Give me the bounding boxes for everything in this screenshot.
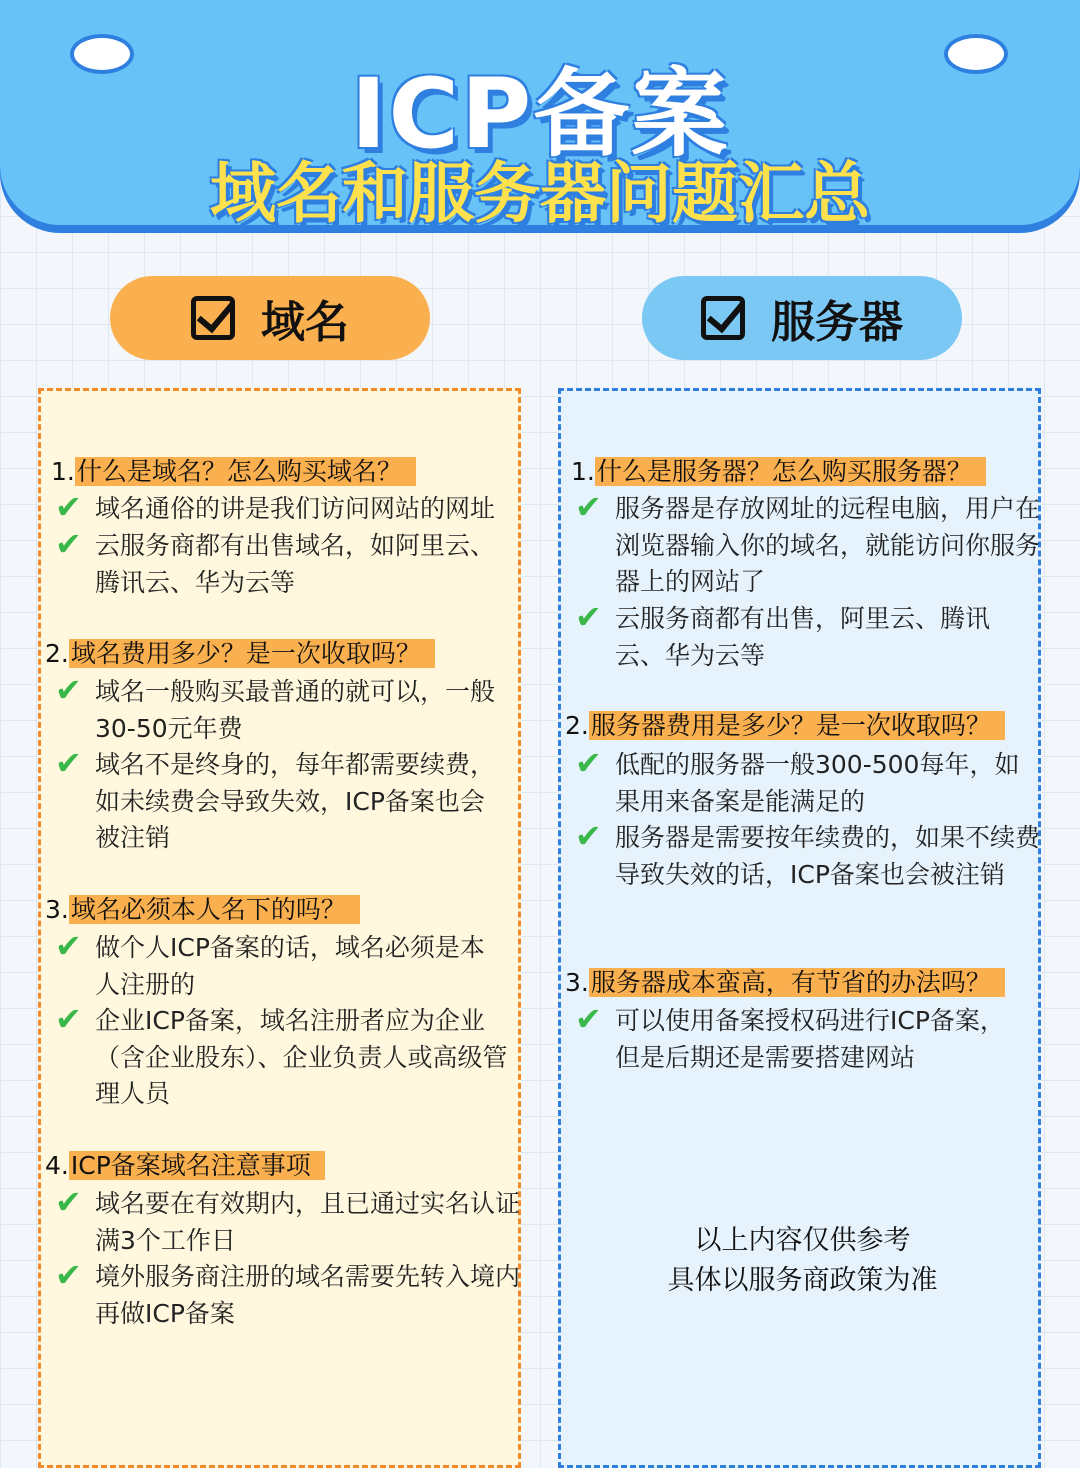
server-tag-label: 服务器 <box>771 297 903 348</box>
question-text: ICP备案域名注意事项 <box>69 1151 325 1180</box>
check-mark-icon: ✔ <box>55 1183 82 1221</box>
check-mark-icon: ✔ <box>55 1256 82 1294</box>
answer-item <box>55 744 505 857</box>
question-text: 域名必须本人名下的吗？ <box>69 895 360 924</box>
check-mark-icon: ✔ <box>55 488 82 526</box>
question-number: 1. <box>571 457 595 486</box>
answer-item <box>55 927 505 1003</box>
check-mark-icon: ✔ <box>55 1000 82 1038</box>
answer-text: 云服务商都有出售，阿里云、腾讯云、华为云等 <box>615 604 991 670</box>
question-heading <box>51 455 416 489</box>
disclaimer-note <box>561 1221 1044 1301</box>
answer-text: 域名通俗的讲是我们访问网站的网址 <box>95 494 496 523</box>
question-heading <box>571 455 986 489</box>
check-mark-icon: ✔ <box>55 525 82 563</box>
domain-tag-label: 域名 <box>261 297 349 348</box>
question-text: 服务器成本蛮高，有节省的办法吗？ <box>589 968 1005 997</box>
check-mark-icon: ✔ <box>55 744 82 782</box>
answer-item <box>55 671 520 747</box>
answer-item <box>55 1183 521 1259</box>
check-mark-icon: ✔ <box>575 488 602 526</box>
question-text: 什么是服务器？怎么购买服务器？ <box>595 457 986 486</box>
disclaimer-line-2: 具体以服务商政策为准 <box>667 1265 938 1296</box>
domain-tag <box>110 276 430 360</box>
answer-item <box>575 598 1025 674</box>
question-text: 什么是域名？怎么购买域名？ <box>75 457 416 486</box>
check-mark-icon: ✔ <box>575 744 602 782</box>
answer-text: 域名一般购买最普通的就可以，一般 30-50元年费 <box>95 677 496 743</box>
check-mark-icon: ✔ <box>575 1000 602 1038</box>
question-text: 域名费用多少？是一次收取吗？ <box>69 639 435 668</box>
question-number: 3. <box>45 895 69 924</box>
answer-item <box>55 1000 520 1113</box>
answer-text: 服务器是需要按年续费的，如果不续费导致失效的话，ICP备案也会被注销 <box>615 823 1041 889</box>
answer-item <box>575 744 1040 820</box>
question-heading <box>45 893 360 927</box>
question-heading <box>565 966 1005 1000</box>
disclaimer-line-1: 以上内容仅供参考 <box>694 1225 911 1256</box>
question-text: 服务器费用是多少？是一次收取吗？ <box>589 711 1005 740</box>
question-number: 1. <box>51 457 75 486</box>
domain-panel <box>38 388 521 1468</box>
check-mark-icon: ✔ <box>55 671 82 709</box>
answer-text: 做个人ICP备案的话，域名必须是本人注册的 <box>95 933 485 999</box>
question-number: 2. <box>45 639 69 668</box>
answer-item <box>55 488 525 528</box>
answer-text: 域名不是终身的，每年都需要续费，如未续费会导致失效，ICP备案也会被注销 <box>95 750 496 852</box>
answer-item <box>575 1000 1025 1076</box>
answer-text: 服务器是存放网址的远程电脑，用户在浏览器输入你的域名，就能访问你服务器上的网站了 <box>615 494 1041 596</box>
header-banner <box>0 0 1080 232</box>
answer-text: 境外服务商注册的域名需要先转入境内再做ICP备案 <box>95 1262 521 1328</box>
answer-item <box>55 525 505 601</box>
check-mark-icon: ✔ <box>575 817 602 855</box>
question-heading <box>45 1149 325 1183</box>
question-heading <box>565 709 1005 743</box>
answer-text: 可以使用备案授权码进行ICP备案，但是后期还是需要搭建网站 <box>615 1006 1005 1072</box>
answer-text: 云服务商都有出售域名，如阿里云、腾讯云、华为云等 <box>95 531 496 597</box>
question-number: 3. <box>565 968 589 997</box>
checkbox-icon <box>701 296 745 340</box>
question-number: 4. <box>45 1151 69 1180</box>
checkbox-icon <box>191 296 235 340</box>
page-subtitle: 域名和服务器问题汇总 <box>210 155 870 232</box>
server-tag <box>642 276 962 360</box>
server-panel <box>558 388 1041 1468</box>
page-title: ICP备案 <box>350 58 730 170</box>
question-heading <box>45 637 435 671</box>
check-mark-icon: ✔ <box>55 927 82 965</box>
question-number: 2. <box>565 711 589 740</box>
check-mark-icon: ✔ <box>575 598 602 636</box>
answer-item <box>575 817 1041 893</box>
answer-text: 企业ICP备案，域名注册者应为企业（含企业股东）、企业负责人或高级管理人员 <box>95 1006 508 1108</box>
answer-item <box>55 1256 521 1332</box>
answer-text: 低配的服务器一般300-500每年，如果用来备案是能满足的 <box>615 750 1020 816</box>
answer-text: 域名要在有效期内，且已通过实名认证满3个工作日 <box>95 1189 521 1255</box>
answer-item <box>575 488 1041 601</box>
